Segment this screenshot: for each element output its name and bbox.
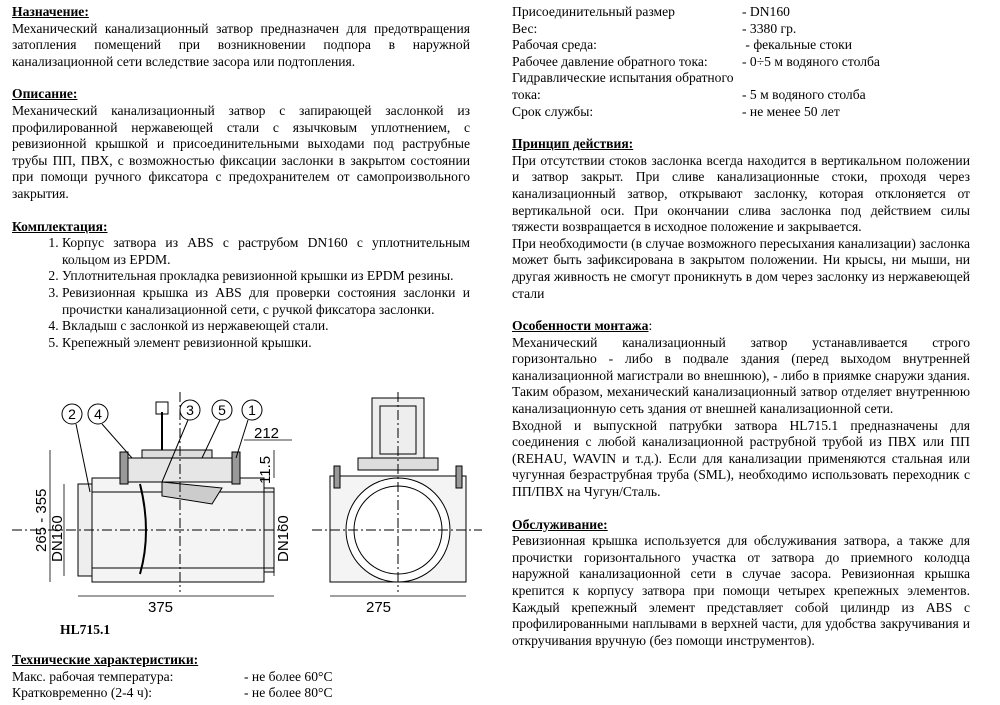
kit-item: 1. Корпус затвора из ABS с раструбом DN160 с уплотнительным кольцом из EPDM. <box>62 235 470 268</box>
dim-212: 212 <box>254 425 280 442</box>
right-column <box>512 4 970 649</box>
spec-value: - фекальные стоки <box>742 37 853 53</box>
principle-p2: При необходимости (в случае возможного пересыхания канализации) заслонка может быть зафиксирована в закрытом положении. Ни крысы, ни мыши, ни другая живность не смогут проникнуть в дом через заслонку из нержавеющей стали <box>512 235 970 301</box>
valve-drawing <box>12 392 482 622</box>
table-row <box>512 21 880 38</box>
callout-label: 4 <box>94 406 102 422</box>
figure-caption: HL715.1 <box>60 622 111 637</box>
dim-275: 275 <box>366 599 392 616</box>
spec-label: Срок службы: <box>512 103 594 119</box>
service-heading: Обслуживание: <box>512 516 608 532</box>
table-row <box>12 685 333 702</box>
purpose-heading: Назначение: <box>12 4 89 19</box>
tech-value: - не более 80°С <box>244 685 333 701</box>
callout-label: 2 <box>68 406 76 422</box>
principle-heading: Принцип действия: <box>512 136 634 152</box>
kit-item: 3. Ревизионная крышка из ABS для проверки состояния заслонки и прочистки канализационной сети, с ручкой фиксатора заслонки. <box>62 285 470 318</box>
dim-11-5: 11.5 <box>257 455 274 484</box>
spec-value: - 3380 гр. <box>742 20 797 36</box>
dim-375: 375 <box>148 599 174 616</box>
spec-value: - не менее 50 лет <box>742 103 840 119</box>
tech-label: Макс. рабочая температура: <box>12 668 174 684</box>
spec-table <box>512 4 880 120</box>
description-text: Механический канализационный затвор с запирающей заслонкой из профилированной нержавеющей стали с язычковым уплотнением, с ревизионной крышкой и присоединительными выходами под раструбные трубы ПП, ПВХ, с возможностью фиксации заслонки в закрытом состоянии при помощи ручного фиксатора с предохранителем от самопроизвольного закрытия. <box>12 102 470 201</box>
tech-table <box>12 669 333 702</box>
kit-item: 4. Вкладыш с заслонкой из нержавеющей стали. <box>62 318 470 335</box>
spec-label: Вес: <box>512 20 538 36</box>
callout-label: 5 <box>218 402 226 418</box>
spec-label: Гидравлические испытания обратного тока: <box>512 70 734 102</box>
tech-heading: Технические характеристики: <box>12 652 199 667</box>
callout-label: 3 <box>186 402 194 418</box>
table-row <box>512 37 880 54</box>
table-row <box>512 104 880 121</box>
tech-label: Кратковременно (2-4 ч): <box>12 685 153 701</box>
kit-list <box>12 235 470 351</box>
table-row <box>512 54 880 71</box>
callout-label: 1 <box>248 402 256 418</box>
mounting-heading-line <box>512 318 970 335</box>
mounting-p1: Механический канализационный затвор устанавливается строго горизонтально - либо в подвале здания (перед выходом внутренней канализационной магистрали во внешнюю), - либо в приямке снаружи здания. Таким образом, механический канализационный затвор отделяет внутреннюю канализационную сеть здания от внешней канализационной сети. <box>512 334 970 417</box>
kit-item: 2. Уплотнительная прокладка ревизионной крышки из EPDM резины. <box>62 268 470 285</box>
dim-dn160-left: DN160 <box>49 515 66 562</box>
principle-p1: При отсутствии стоков заслонка всегда находится в вертикальном положении и затвор закрыт. При сливе канализационные стоки, проходя через канализационный затвор, открывают заслонку, которая отклоняется от вертикальной оси. При окончании слива заслонка под действием силы тяжести возвращается в исходное положение и закрывается. <box>512 152 970 235</box>
mounting-p2: Входной и выпускной патрубки затвора HL715.1 предназначены для соединения с любой канализационной раструбной трубой из ПВХ или ПП (REHAU, WAVIN и т.д.). Если для канализации применяются стальная или чугунная безраструбная труба (SML), необходимо использовать переходник с ПП/ПВХ на Чугун/Сталь. <box>512 417 970 500</box>
dim-265-355: 265 - 355 <box>33 488 50 552</box>
front-view <box>312 392 482 616</box>
tech-value: - не более 60°С <box>244 668 333 684</box>
spec-label: Рабочая среда: <box>512 37 597 53</box>
kit-heading: Комплектация: <box>12 218 108 234</box>
left-column <box>12 4 470 351</box>
spec-value: - 5 м водяного столба <box>742 86 866 102</box>
dim-dn160-right: DN160 <box>275 515 292 562</box>
mounting-heading: Особенности монтажа <box>512 318 649 334</box>
purpose-text: Механический канализационный затвор предназначен для предотвращения затопления помещений при возникновении подпора в наружной канализационной сети вследствие засора или подтопления. <box>12 20 470 69</box>
spec-value: - DN160 <box>742 4 790 19</box>
spec-label: Присоединительный размер <box>512 4 675 19</box>
spec-label: Рабочее давление обратного тока: <box>512 53 708 69</box>
spec-value: - 0÷5 м водяного столба <box>742 53 880 69</box>
service-text: Ревизионная крышка используется для обслуживания затвора, а также для прочистки горизонтального участка от затвора до приемного колодца наружной канализационной сети в случае засора. Ревизионная крышка крепится к корпусу затвора при помощи четырех крепежных элементов. Каждый крепежный элемент представляет собой цилиндр из ABS с профилированными наплывами в верхней части, для удобства закручивания и откручивания вручную (без помощи инструментов). <box>512 533 970 648</box>
kit-item: 5. Крепежный элемент ревизионной крышки. <box>62 335 470 352</box>
tech-section <box>12 652 472 702</box>
description-heading: Описание: <box>12 86 78 102</box>
table-row <box>512 4 880 21</box>
table-row <box>512 70 880 103</box>
mounting-colon: : <box>648 318 653 334</box>
table-row <box>12 669 333 686</box>
